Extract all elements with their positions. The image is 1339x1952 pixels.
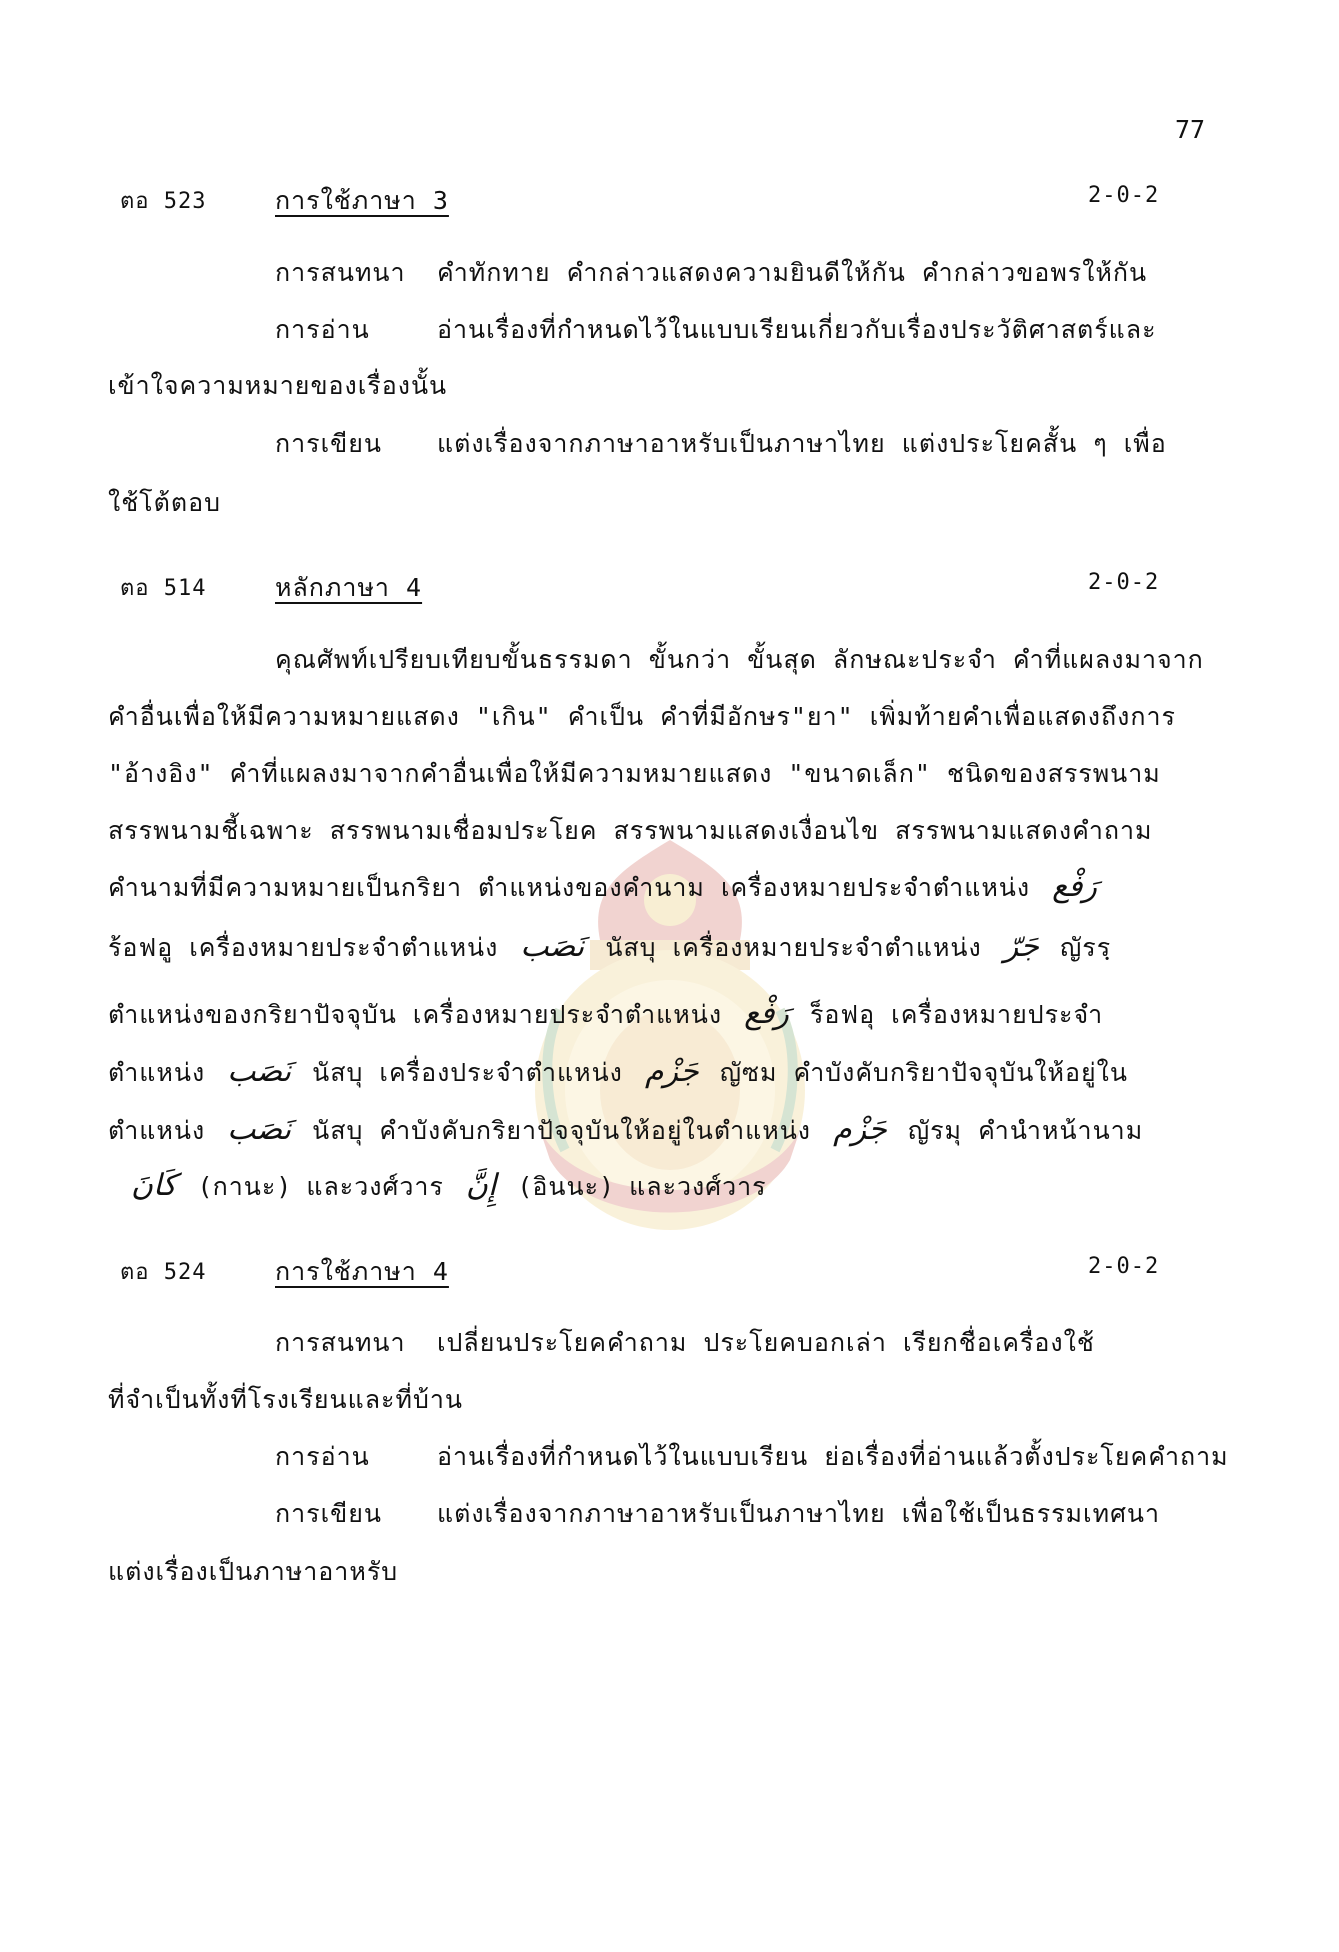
- line-text: แต่งเรื่องจากภาษาอาหรับเป็นภาษาไทย แต่งประโยคสั้น ๆ เพื่อ: [437, 429, 1167, 458]
- line-text: ใช้โต้ตอบ: [108, 488, 221, 517]
- course-line: [275, 424, 1167, 464]
- section-label: การสนทนา: [275, 258, 406, 287]
- course-code: ตอ 514: [120, 576, 207, 601]
- course-title: การใช้ภาษา 3: [275, 186, 449, 215]
- line-text: (อินนะ) และวงศ์วาร: [517, 1172, 767, 1201]
- course-line: [275, 1323, 1095, 1363]
- line-text: แต่งเรื่องจากภาษาอาหรับเป็นภาษาไทย เพื่อใช้เป็นธรรมเทศนา: [437, 1499, 1161, 1528]
- line-text: เข้าใจความหมายของเรื่องนั้น: [108, 371, 448, 400]
- course-credits: 2-0-2: [1088, 1254, 1160, 1279]
- course-line: [275, 640, 1204, 680]
- line-text: ร้อฟอู เครื่องหมายประจำตำแหน่ง: [108, 933, 499, 962]
- course-code: ตอ 523: [120, 189, 207, 214]
- course-line: [125, 1167, 767, 1207]
- course-line: [275, 1437, 1229, 1477]
- course-credits: 2-0-2: [1088, 183, 1160, 208]
- course-line: [275, 1494, 1160, 1534]
- section-label: การสนทนา: [275, 1328, 406, 1357]
- line-text: อ่านเรื่องที่กำหนดไว้ในแบบเรียนเกี่ยวกับเรื่องประวัติศาสตร์และ: [437, 315, 1157, 344]
- line-text: (กานะ) และวงศ์วาร: [197, 1172, 444, 1201]
- course-line: [108, 754, 1161, 794]
- line-text: แต่งเรื่องเป็นภาษาอาหรับ: [108, 1557, 399, 1586]
- course-line: [108, 1380, 463, 1420]
- line-text: ญัซม คำบังคับกริยาปัจจุบันให้อยู่ใน: [719, 1058, 1128, 1087]
- course-line: [108, 1053, 1128, 1093]
- section-label: การเขียน: [275, 429, 382, 458]
- arabic-term: نَصَب: [227, 1112, 292, 1147]
- line-text: ตำแหน่งของกริยาปัจจุบัน เครื่องหมายประจำตำแหน่ง: [108, 1000, 723, 1029]
- course-line: [108, 1111, 1143, 1151]
- course-line: [108, 1552, 398, 1592]
- page-number: 77: [1175, 115, 1206, 144]
- line-text: ที่จำเป็นทั้งที่โรงเรียนและที่บ้าน: [108, 1385, 463, 1414]
- arabic-term: رَفْع: [744, 996, 789, 1031]
- arabic-term: نَصَب: [227, 1054, 292, 1089]
- line-text: ตำแหน่ง: [108, 1058, 206, 1087]
- section-label: การอ่าน: [275, 1442, 370, 1471]
- section-label: การอ่าน: [275, 315, 370, 344]
- course-line: [275, 253, 1147, 293]
- course-line: [108, 366, 447, 406]
- line-text: คำอื่นเพื่อให้มีความหมายแสดง "เกิน" คำเป็น คำที่มีอักษร"ยา" เพิ่มท้ายคำเพื่อแสดงถึงการ: [108, 702, 1176, 731]
- line-text: นัสบุ เครื่องประจำตำแหน่ง: [312, 1058, 623, 1087]
- arabic-term: رَفْع: [1052, 869, 1097, 904]
- course-line: [108, 868, 1103, 908]
- arabic-term: نَصَب: [520, 929, 585, 964]
- line-text: "อ้างอิง" คำที่แผลงมาจากคำอื่นเพื่อให้มีความหมายแสดง "ขนาดเล็ก" ชนิดของสรรพนาม: [108, 759, 1161, 788]
- course-line: [108, 811, 1153, 851]
- course-title: หลักภาษา 4: [275, 573, 423, 602]
- line-text: คำนามที่มีความหมายเป็นกริยา ตำแหน่งของคำนาม เครื่องหมายประจำตำแหน่ง: [108, 873, 1031, 902]
- course-line: [275, 310, 1157, 350]
- arabic-term: إِنَّ: [465, 1168, 497, 1203]
- line-text: คำทักทาย คำกล่าวแสดงความยินดีให้กัน คำกล่าวขอพรให้กัน: [437, 258, 1148, 287]
- arabic-term: جَزْم: [833, 1112, 887, 1147]
- line-text: สรรพนามชี้เฉพาะ สรรพนามเชื่อมประโยค สรรพนามแสดงเงื่อนไข สรรพนามแสดงคำถาม: [108, 816, 1153, 845]
- line-text: อ่านเรื่องที่กำหนดไว้ในแบบเรียน ย่อเรื่องที่อ่านแล้วตั้งประโยคคำถาม: [437, 1442, 1229, 1471]
- line-text: ญัรมุ คำนำหน้านาม: [907, 1116, 1144, 1145]
- course-line: [108, 483, 221, 523]
- line-text: ตำแหน่ง: [108, 1116, 206, 1145]
- line-text: ร็อฟอุ เครื่องหมายประจำ: [809, 1000, 1104, 1029]
- course-line: [108, 995, 1103, 1035]
- arabic-term: كَانَ: [131, 1168, 177, 1203]
- line-text: นัสบุ คำบังคับกริยาปัจจุบันให้อยู่ในตำแหน่ง: [312, 1116, 812, 1145]
- line-text: คุณศัพท์เปรียบเทียบขั้นธรรมดา ขั้นกว่า ขั้นสุด ลักษณะประจำ คำที่แผลงมาจาก: [275, 645, 1204, 674]
- section-label: การเขียน: [275, 1499, 382, 1528]
- course-credits: 2-0-2: [1088, 570, 1160, 595]
- course-code: ตอ 524: [120, 1260, 207, 1285]
- course-line: [108, 697, 1176, 737]
- line-text: นัสบุ เครื่องหมายประจำตำแหน่ง: [605, 933, 982, 962]
- arabic-term: جَزْم: [644, 1054, 699, 1089]
- line-text: เปลี่ยนประโยคคำถาม ประโยคบอกเล่า เรียกชื่อเครื่องใช้: [437, 1328, 1095, 1357]
- line-text: ญัรรฺ: [1059, 933, 1112, 962]
- arabic-term: جَرّ: [1003, 929, 1039, 964]
- course-line: [108, 928, 1111, 968]
- course-title: การใช้ภาษา 4: [275, 1257, 449, 1286]
